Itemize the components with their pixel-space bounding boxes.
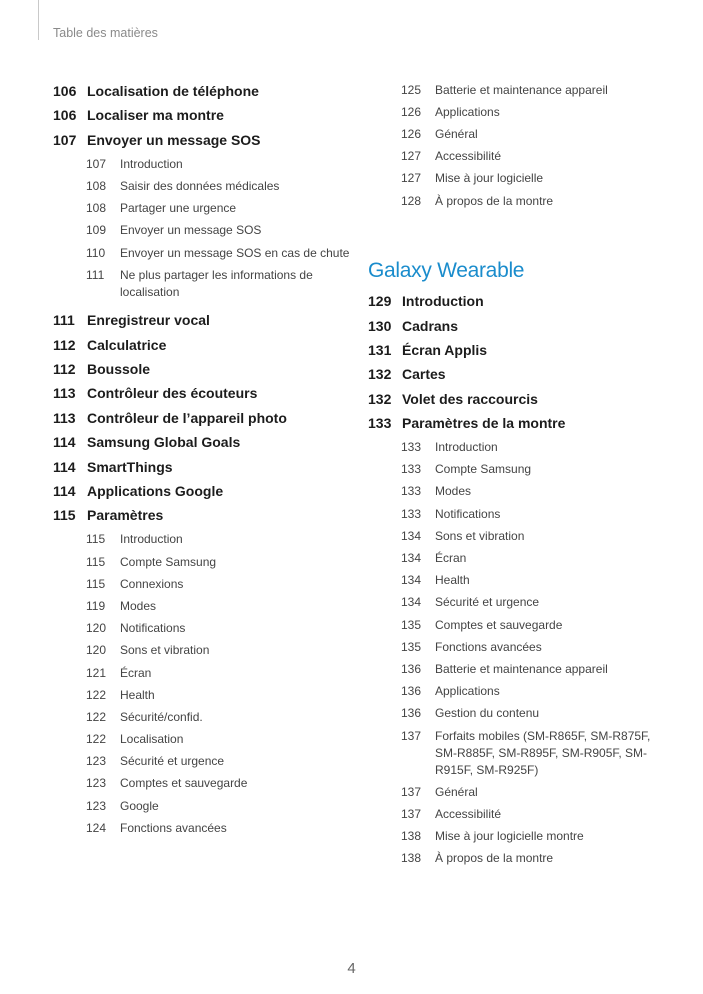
toc-page-number: 137 [401,784,422,799]
toc-entry-title: Applications [435,684,500,699]
toc-page-number: 133 [368,415,392,432]
toc-page-number: 111 [86,267,105,282]
toc-entry-title: Paramètres de la montre [402,415,566,432]
header-label: Table des matières [53,26,158,40]
toc-left-column [53,79,363,839]
toc-subentry[interactable] [368,848,668,870]
toc-entry-title: Notifications [120,621,186,636]
toc-entry[interactable] [368,314,668,338]
toc-subentry[interactable] [368,570,668,592]
toc-page-number: 109 [86,223,107,238]
toc-entry-title: Batterie et maintenance appareil [435,82,608,97]
toc-entry-title: Health [120,687,155,702]
toc-page-number: 130 [368,317,392,334]
toc-page-number: 134 [401,551,422,565]
toc-page-number: 134 [401,595,422,610]
toc-page-number: 123 [86,776,107,791]
toc-page-number: 120 [86,621,107,636]
toc-entry-title: Localisation [120,732,184,747]
toc-subentry[interactable] [53,751,363,773]
toc-entry-title: Sécurité/confid. [120,709,203,724]
toc-subentry[interactable] [368,79,668,101]
toc-entry-title: Comptes et sauvegarde [435,617,563,632]
toc-entry-title: Comptes et sauvegarde [120,776,248,791]
toc-entry[interactable] [368,411,668,435]
toc-entry-title: Modes [120,598,157,613]
toc-page-number: 137 [401,728,422,743]
toc-page-number: 110 [86,245,106,260]
toc-entry-title: Compte Samsung [435,462,532,477]
toc-entry-title: À propos de la montre [435,851,554,866]
toc-page-number: 136 [401,661,422,676]
toc-entry-title: Général [435,784,478,799]
header-divider [38,0,39,40]
toc-subentry[interactable] [368,168,668,190]
toc-page-number: 113 [53,409,76,426]
toc-entry[interactable] [53,479,363,503]
toc-entry-title: Compte Samsung [120,554,217,569]
toc-subentry[interactable] [53,684,363,706]
toc-page-number: 133 [401,462,422,477]
toc-subentry[interactable] [368,781,668,803]
toc-page-number: 128 [401,193,422,208]
toc-subentry[interactable] [53,529,363,551]
toc-subentry[interactable] [53,795,363,817]
toc-page-number: 115 [86,532,106,547]
toc-subentry[interactable] [53,817,363,839]
page-number: 4 [347,960,356,977]
toc-right-column [368,79,668,870]
toc-subentry[interactable] [368,592,668,614]
toc-entry-title: Général [435,126,478,141]
toc-page-number: 136 [401,706,422,721]
toc-entry-title: Health [435,573,470,588]
toc-subentry[interactable] [368,190,668,212]
toc-entry-title: Envoyer un message SOS en cas de chute [120,245,350,260]
toc-entry-title: Cadrans [402,317,459,334]
toc-entry[interactable] [368,387,668,411]
toc-entry-title: Fonctions avancées [120,820,227,835]
toc-page-number: 126 [401,126,422,141]
toc-entry-title: Saisir des données médicales [120,178,280,193]
toc-entry-title: Localisation de téléphone [87,83,259,99]
toc-page-number: 121 [86,665,107,680]
toc-subentry[interactable] [53,706,363,728]
toc-subentry[interactable] [368,636,668,658]
toc-page-number: 133 [401,440,422,455]
toc-page-number: 138 [401,829,422,844]
toc-entry-title: Contrôleur des écouteurs [87,385,258,402]
toc-entry-title: SmartThings [87,458,173,475]
toc-subentry[interactable] [53,153,363,175]
toc-entry-title: Enregistreur vocal [87,312,210,329]
toc-page-number: 108 [86,178,107,193]
toc-right-top-list [368,79,668,212]
toc-entry-title: Batterie et maintenance appareil [435,661,608,676]
toc-page-number: 114 [53,483,76,500]
toc-page-number: 119 [86,598,106,613]
toc-subentry[interactable] [53,175,363,197]
toc-page-number: 138 [401,851,422,866]
toc-right-bottom-list [368,289,668,870]
toc-entry-title: Fonctions avancées [435,639,542,654]
toc-subentry[interactable] [368,525,668,547]
toc-entry-title: Applications Google [87,483,224,500]
toc-entry-title: Contrôleur de l’appareil photo [87,409,287,426]
toc-entry-title: Introduction [120,532,183,547]
toc-entry-title: Paramètres [87,507,164,524]
toc-entry-title: Mise à jour logicielle montre [435,829,584,844]
toc-entry[interactable] [53,128,363,152]
toc-entry[interactable] [53,455,363,479]
toc-subentry[interactable] [368,436,668,458]
toc-entry-title: Samsung Global Goals [87,434,241,451]
toc-page-number: 113 [53,385,76,402]
toc-subentry[interactable] [53,662,363,684]
toc-subentry[interactable] [368,481,668,503]
toc-entry-title: Connexions [120,576,184,591]
toc-entry-title: Écran Applis [402,341,488,358]
toc-entry-title: Introduction [120,156,183,171]
toc-entry-title: Cartes [402,366,446,383]
toc-entry-title: Volet des raccourcis [402,390,538,407]
toc-entry-title: Écran [120,665,152,680]
toc-entry-title: Sécurité et urgence [120,754,225,769]
toc-entry-title: Partager une urgence [120,201,237,216]
toc-page-number: 123 [86,754,107,769]
toc-entry-title: À propos de la montre [435,193,554,208]
toc-subentry[interactable] [53,773,363,795]
toc-entry-title: Sons et vibration [120,643,210,658]
toc-page-number: 122 [86,732,107,747]
toc-subentry[interactable] [368,803,668,825]
toc-page-number: 112 [53,336,76,353]
toc-subentry[interactable] [53,573,363,595]
toc-page-number: 122 [86,709,107,724]
toc-entry[interactable] [53,103,363,127]
toc-page-number: 114 [53,458,76,475]
toc-page-number: 133 [401,506,422,521]
toc-subentry[interactable] [53,618,363,640]
toc-entry-title: Sons et vibration [435,528,525,543]
toc-subentry[interactable] [368,503,668,525]
toc-subentry[interactable] [368,146,668,168]
toc-entry[interactable] [53,503,363,527]
toc-subentry[interactable] [53,198,363,220]
toc-subentry[interactable] [53,220,363,242]
toc-subentry[interactable] [368,681,668,703]
toc-page-number: 134 [401,573,422,588]
toc-entry-title: Gestion du contenu [435,706,540,721]
toc-page-number: 120 [86,643,107,658]
toc-entry-title: Notifications [435,506,501,521]
toc-subentry[interactable] [53,640,363,662]
toc-entry-title: Calculatrice [87,336,167,353]
toc-entry-title: Google [120,798,159,813]
toc-page-number: 107 [53,131,77,148]
toc-entry[interactable] [53,430,363,454]
toc-entry-title: Forfaits mobiles (SM-R865F, SM-R875F, SM-R885F, SM-R895F, SM-R905F, SM-R915F, SM-R925F) [435,728,651,777]
toc-entry-title: Accessibilité [435,806,502,821]
toc-page-number: 127 [401,149,422,164]
toc-page-number: 115 [86,554,106,569]
toc-page-number: 125 [401,82,422,97]
toc-subentry[interactable] [368,703,668,725]
toc-page-number: 137 [401,806,422,821]
toc-subentry[interactable] [368,123,668,145]
toc-entry-title: Boussole [87,361,151,378]
toc-entry[interactable] [53,406,363,430]
toc-entry-title: Applications [435,104,500,119]
toc-page-number: 108 [86,201,107,216]
toc-page-number: 134 [401,528,422,543]
toc-page-number: 115 [53,507,76,524]
toc-entry[interactable] [53,381,363,405]
toc-subentry[interactable] [53,729,363,751]
toc-entry-title: Mise à jour logicielle [435,171,544,186]
toc-page-number: 132 [368,390,392,407]
toc-subentry[interactable] [368,547,668,569]
toc-page-number: 115 [86,576,106,591]
toc-page-number: 123 [86,798,107,813]
toc-subentry[interactable] [53,264,363,303]
toc-entry-title: Envoyer un message SOS [120,223,262,238]
toc-page-number: 122 [86,687,107,702]
toc-entry[interactable] [368,338,668,362]
toc-page-number: 126 [401,104,422,119]
toc-entry[interactable] [368,362,668,386]
toc-entry[interactable] [368,289,668,313]
toc-entry-title: Ne plus partager les informations de localisation [120,267,313,299]
toc-page-number: 114 [53,434,76,451]
toc-page-number: 111 [53,312,75,329]
toc-page-number: 124 [86,820,107,835]
toc-page-number: 136 [401,684,422,699]
toc-entry-title: Envoyer un message SOS [87,131,261,148]
toc-entry[interactable] [53,357,363,381]
toc-entry-title: Accessibilité [435,149,502,164]
toc-page-number: 106 [53,107,77,124]
toc-subentry[interactable] [53,242,363,264]
toc-entry-title: Introduction [402,293,484,310]
section-title: Galaxy Wearable [368,259,525,283]
toc-subentry[interactable] [368,825,668,847]
toc-page-number: 132 [368,366,392,383]
toc-subentry[interactable] [368,614,668,636]
toc-entry-title: Écran [435,551,467,565]
toc-page-number: 107 [86,156,107,171]
toc-page-number: 135 [401,617,422,632]
toc-subentry[interactable] [53,595,363,617]
toc-entry[interactable] [53,333,363,357]
toc-page-number: 133 [401,484,422,499]
toc-page-number: 106 [53,83,77,99]
toc-subentry[interactable] [368,658,668,680]
toc-entry-title: Modes [435,484,472,499]
toc-subentry[interactable] [368,725,668,781]
toc-page-number: 129 [368,293,392,310]
toc-entry-title: Introduction [435,440,498,455]
toc-page-number: 135 [401,639,422,654]
toc-subentry[interactable] [53,551,363,573]
toc-entry[interactable] [53,308,363,332]
toc-page-number: 131 [368,341,392,358]
toc-subentry[interactable] [368,101,668,123]
toc-page-number: 112 [53,361,76,378]
toc-entry-title: Sécurité et urgence [435,595,540,610]
toc-entry[interactable] [53,79,363,103]
toc-page-number: 127 [401,171,422,186]
toc-subentry[interactable] [368,459,668,481]
toc-entry-title: Localiser ma montre [87,107,224,124]
